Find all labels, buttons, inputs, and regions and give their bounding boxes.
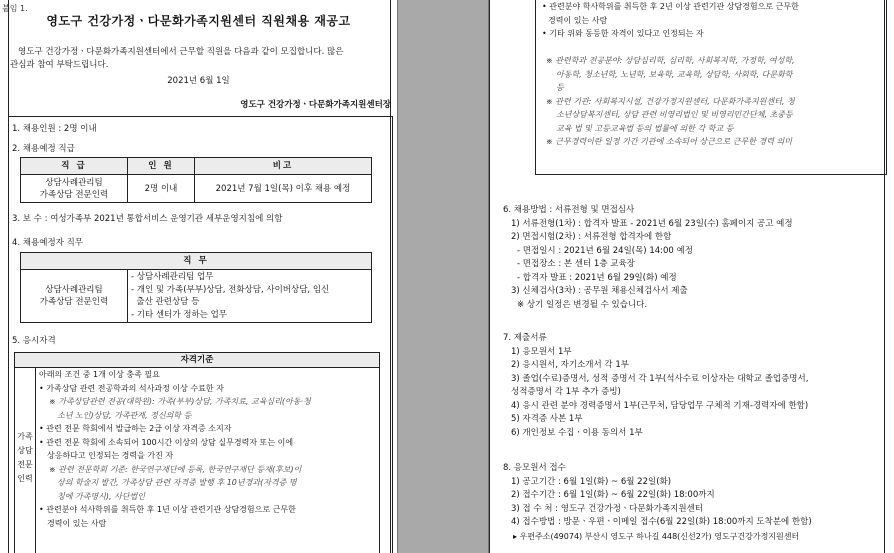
section-6-line: 2) 면접시험(2차) : 서류전형 합격자에 한함 <box>511 232 672 242</box>
section-8-line: 4) 접수방법 : 방문ㆍ우편ㆍ이메일 접수(6월 22일(화) 18:00까지 도착분에 한함) <box>511 517 812 527</box>
note-cell: 2021년 7월 1일(목) 이후 채용 예정 <box>195 175 372 203</box>
section-6-line: - 면접장소 : 본 센터 1층 교육장 <box>517 259 635 269</box>
document-page-left <box>0 0 398 553</box>
qual-note: ※ 관련 기관: 사회복지시설, 건강가정지원센터, 다문화가족지원센터, 청 <box>546 96 795 106</box>
qual-line: 아래의 조건 중 1개 이상 충족 필요 <box>39 370 160 379</box>
qual-note: ※ 근무경력이란 일정 기간 기관에 소속되어 상근으로 근무한 경력 의미 <box>546 137 792 146</box>
qual-line: • 관련분야 석사학위를 취득한 후 1년 이상 관련기관 상담경험으로 근무한 <box>39 505 296 514</box>
note-header: 비고 <box>195 158 372 175</box>
section-4-title: 4. 채용예정자 직무 <box>12 238 83 248</box>
qual-line: • 가족상담 관련 전공학과의 석사과정 이상 수료한 자 <box>39 383 224 393</box>
qual-note: ※ 관련 전문학회 기준: 한국연구재단에 등록, 한국연구재단 등재(후보)이 <box>49 464 302 474</box>
grade-table <box>20 157 372 203</box>
duty-item: - 개인 및 가족(부부)상담, 전화상담, 사이버상담, 임신 <box>131 284 330 295</box>
organization-signature: 영도구 건강가정ㆍ다문화가족지원센터장 <box>240 100 391 110</box>
duty-item: - 기타 센터가 정하는 업무 <box>131 309 227 320</box>
announcement-date: 2021년 6월 1일 <box>167 76 230 86</box>
section-6-note: ※ 상기 일정은 변경될 수 있습니다. <box>517 299 648 310</box>
duty-header: 직 무 <box>21 253 372 270</box>
attachment-label: 붙임 1. <box>2 4 28 13</box>
role-char: 전문 <box>17 460 33 469</box>
qualification-table <box>14 352 380 553</box>
qual-spacer <box>536 41 886 55</box>
qual-note: 칭에 가족명시), 사단법인 <box>57 491 146 501</box>
qual-note: 교육 법 및 고등교육법 등의 법률에 의한 각 학교 등 <box>556 123 734 133</box>
qualification-list <box>39 368 379 530</box>
section-7-line: 5) 자격증 사본 1부 <box>511 414 583 424</box>
intro-line: 영도구 건강가정ㆍ다문화가족지원센터에서 근무할 직원을 다음과 같이 모집합니다. 많은 <box>18 47 344 57</box>
qual-note: 소년상담복지센터, 상담 관련 비영리법인 및 비영리민간단체, 초중등 <box>556 110 793 119</box>
role-char: 상담 <box>17 446 33 455</box>
qual-note: 상의 학술지 발간, 가족상담 관련 자격증 발행 후 10년경과(자격증 명 <box>57 478 297 487</box>
document-page-right <box>488 0 894 553</box>
grade-cell: 상담사례관리팀 가족상담 전문인력 <box>21 175 128 203</box>
section-8-line: 1) 공고기간 : 6월 1일(화) ~ 6월 22일(화) <box>511 476 672 487</box>
section-8-line: 2) 접수기간 : 6월 1일(화) ~ 6월 22일(화) 18:00까지 <box>511 490 715 500</box>
section-6-line: - 면접일시 : 2021년 6월 24일(목) 14:00 예정 <box>517 245 693 256</box>
qual-line: 경력이 있는 사람 <box>47 518 107 528</box>
role-char: 가족 <box>17 432 33 441</box>
section-7-line: 2) 응시원서, 자기소개서 각 1부 <box>511 360 629 370</box>
qualification-continued <box>535 0 887 175</box>
qual-note: ※ 관련학과 전공분야: 상담심리학, 심리학, 사회복지학, 가정학, 여성학, <box>546 56 795 65</box>
duty-item: 출산 관련상담 등 <box>131 297 200 307</box>
section-7-title: 7. 제출서류 <box>503 333 547 343</box>
section-8-address: ▸ 우편주소(49074) 부산시 영도구 하나길 448(신선2가) 영도구건강가정지원센터 <box>513 531 800 541</box>
section-7-line: 6) 개인정보 수집ㆍ이용 동의서 1부 <box>511 427 643 438</box>
qual-line: • 관련 전문 학회에서 발급하는 2급 이상 자격증 소지자 <box>39 424 232 433</box>
qual-line: 상응하다고 인정되는 경력을 가진 자 <box>47 451 174 460</box>
qual-note: 아동학, 청소년학, 노년학, 보육학, 교육학, 상담학, 사회학, 다문화학 <box>556 69 793 79</box>
section-8-title: 8. 응모원서 접수 <box>503 463 566 473</box>
duty-table <box>20 252 372 323</box>
section-7-line: 성적증명서 각 1부 추가 증빙) <box>511 387 621 397</box>
duty-list-cell <box>128 270 372 323</box>
section-5-title: 5. 응시자격 <box>12 336 56 346</box>
qual-line: • 관련 전문 학회에 소속되어 100시간 이상의 상담 실무경력자 또는 이에 <box>39 437 294 447</box>
qual-note: 등 <box>556 83 564 92</box>
section-6-line: 3) 신체검사(3차) : 공무원 채용신체검사서 제출 <box>511 286 688 296</box>
qualification-role <box>15 368 36 553</box>
qual-line: • 관련분야 학사학위를 취득한 후 2년 이상 관련기관 상담경험으로 근무한 <box>542 2 799 11</box>
section-6-title: 6. 채용방법 : 서류전형 및 면접심사 <box>503 205 635 215</box>
intro-paragraph <box>10 46 389 72</box>
section-1-headcount: 1. 채용인원 : 2명 이내 <box>12 124 97 134</box>
section-6-line: 1) 서류전형(1차) : 합격자 발표 - 2021년 6월 23일(수) 홈페이지 공고 예정 <box>511 218 793 229</box>
document-title: 영도구 건강가정ㆍ다문화가족지원센터 직원채용 재공고 <box>46 14 351 28</box>
qual-note: 소년 노인)상담, 가족관계, 정신의학 등 <box>57 410 192 420</box>
section-3-salary: 3. 보 수 : 여성가족부 2021년 통합서비스 운영기관 세부운영지침에 의함 <box>12 214 283 224</box>
qual-line: 경력이 있는 사람 <box>548 15 608 25</box>
grade-header: 직 급 <box>21 158 128 175</box>
count-header: 인 원 <box>128 158 195 175</box>
section-7-line: 3) 졸업(수료)증명서, 성적 증명서 각 1부(석사수료 이상자는 대학교 졸업증명서, <box>511 373 809 384</box>
count-cell: 2명 이내 <box>128 175 195 203</box>
section-8-line: 3) 접 수 처 : 영도구 건강가정ㆍ다문화가족지원센터 <box>511 503 704 514</box>
qualification-header: 자격기준 <box>15 353 379 368</box>
section-6-line: - 합격자 발표 : 2021년 6월 29일(화) 예정 <box>517 272 677 283</box>
section-6 <box>503 204 793 312</box>
section-7-line: 1) 응모원서 1부 <box>511 346 572 357</box>
section-7-line: 4) 응시 관련 분야 경력증명서 1부(근무처, 담당업무 구체적 기재-경력자에 한함) <box>511 400 809 411</box>
intro-line: 관심과 참여 부탁드립니다. <box>10 60 109 70</box>
qual-line: • 기타 위와 동등한 자격이 있다고 인정되는 자 <box>542 29 704 38</box>
section-2-title: 2. 채용예정 직급 <box>12 144 75 154</box>
qual-note: ※ 가족상담관련 전공(대학원): 가족(부부)상담, 가족치료, 교육심리(아동·청 <box>49 397 311 406</box>
section-8 <box>503 462 812 543</box>
duty-item: - 상담사례관리팀 업무 <box>131 272 214 282</box>
section-7 <box>503 332 808 440</box>
duty-role-cell: 상담사례관리팀 가족상담 전문인력 <box>21 270 128 323</box>
role-char: 인력 <box>17 474 33 483</box>
